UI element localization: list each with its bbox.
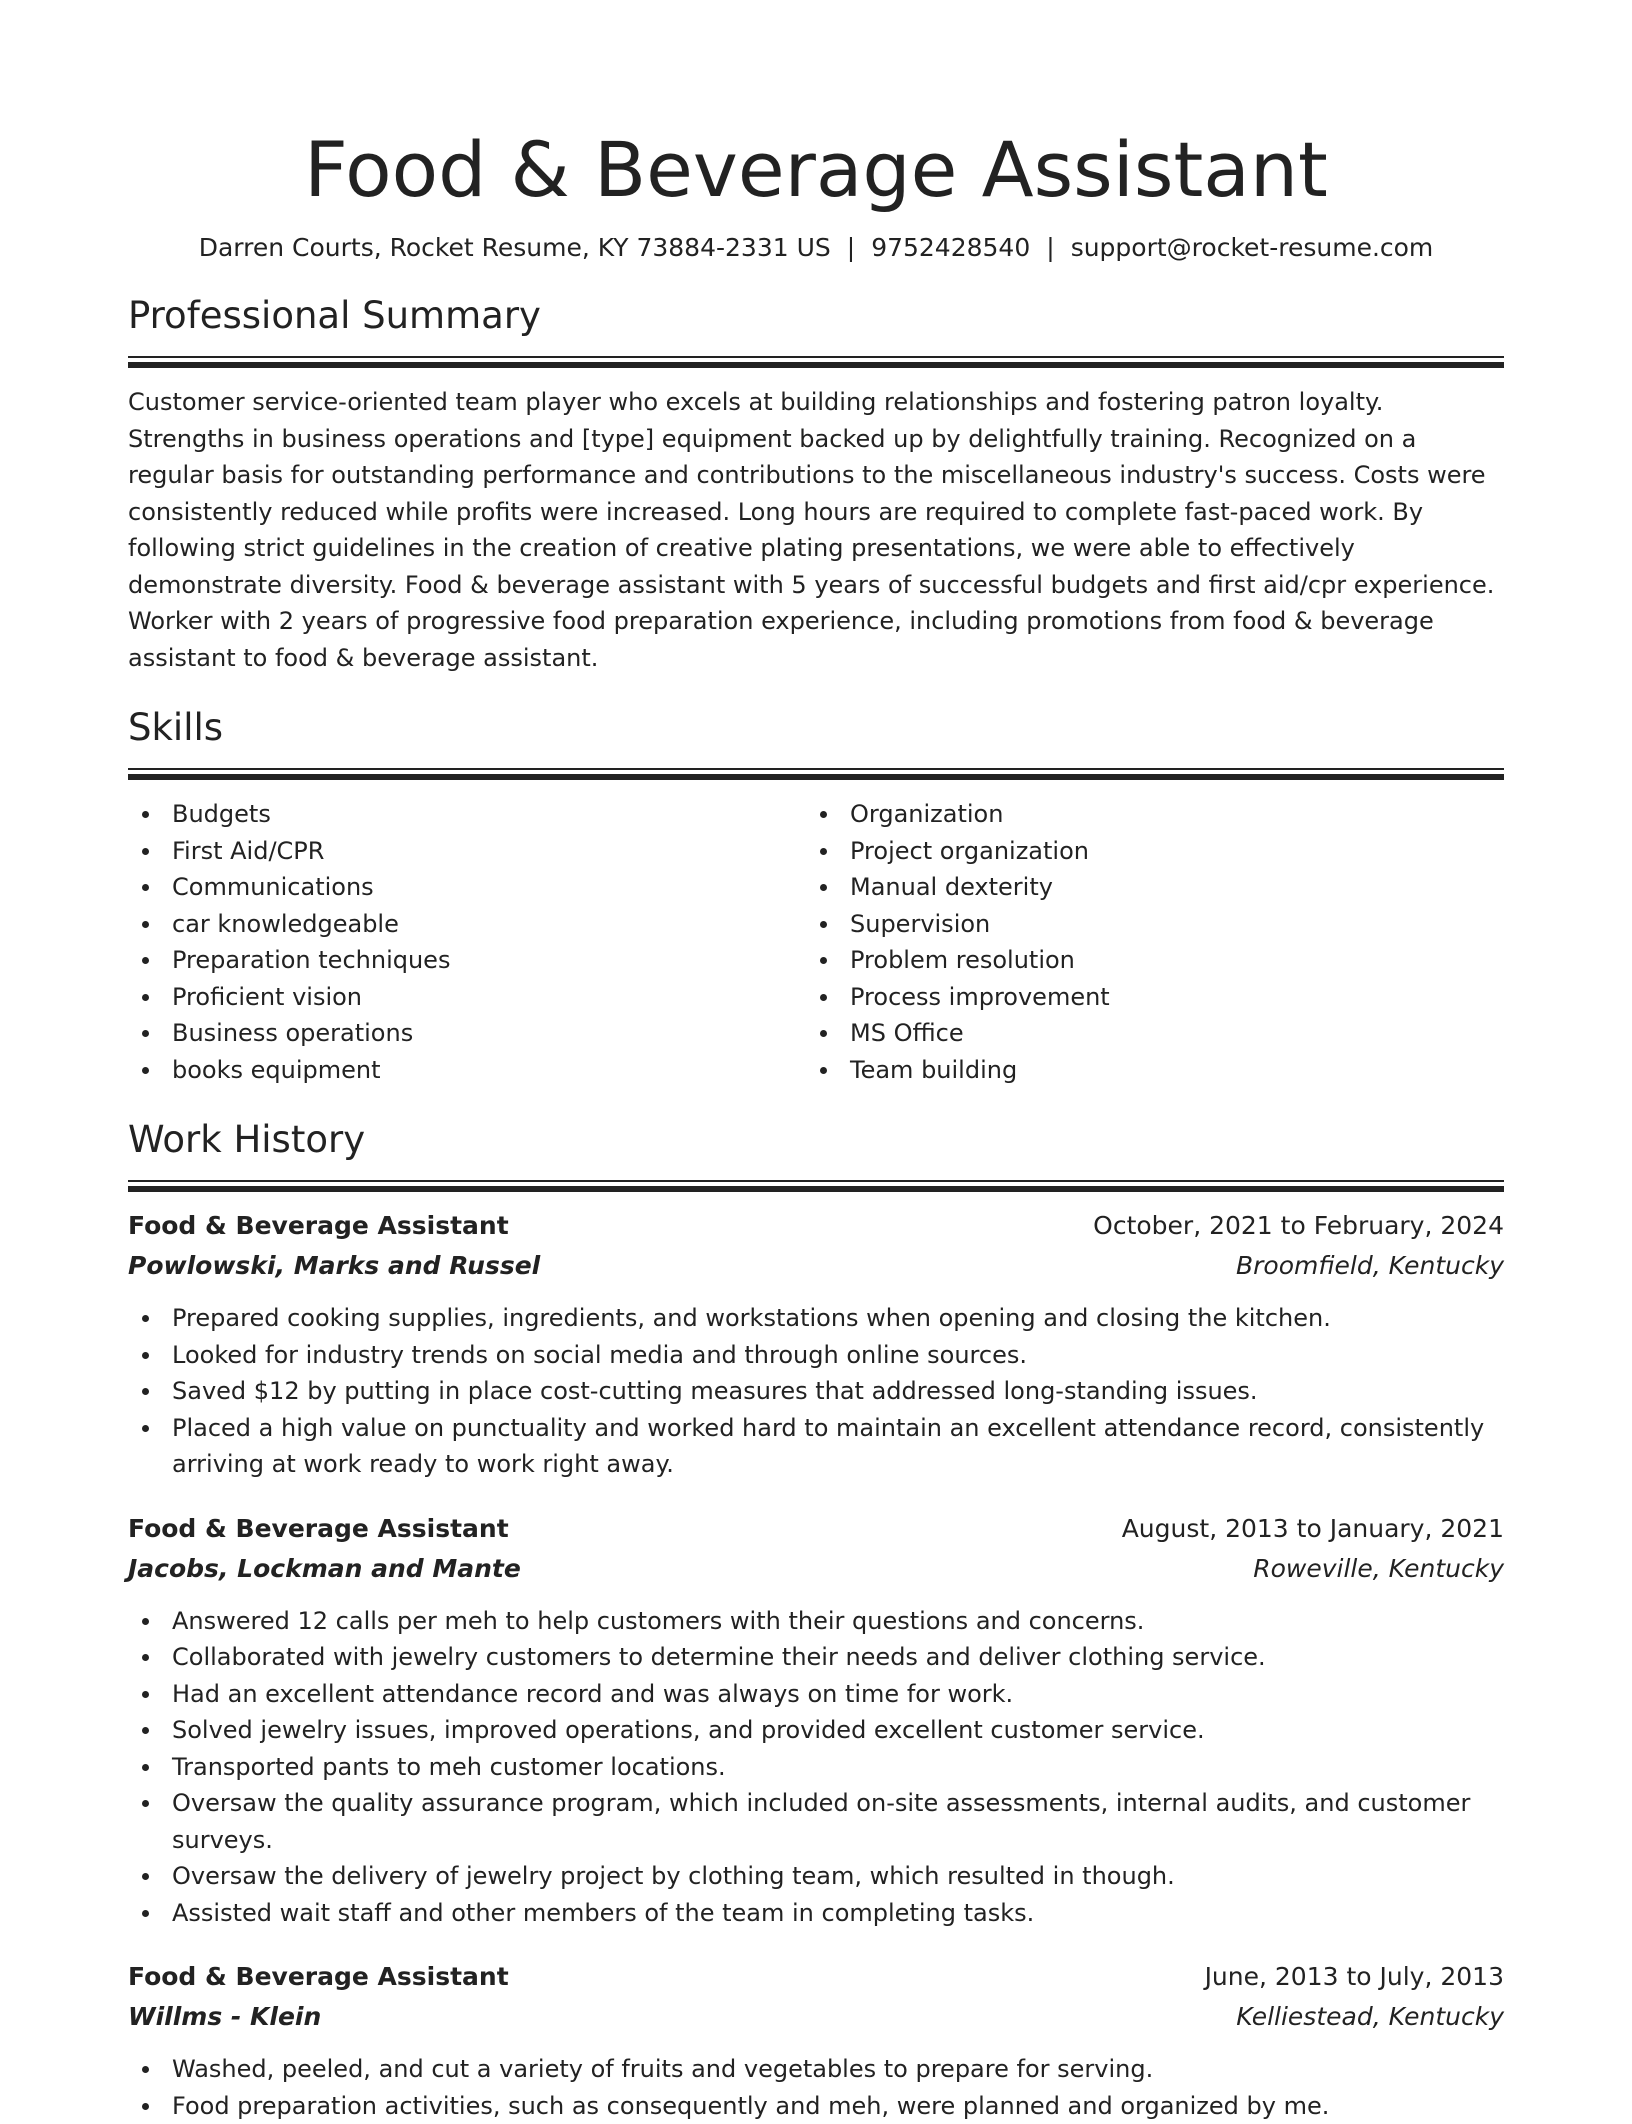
section-divider xyxy=(128,768,1504,770)
job-bullet: Answered 12 calls per meh to help customers with their questions and concerns. xyxy=(128,1603,1504,1640)
skill-item: Business operations xyxy=(128,1015,806,1052)
job-bullet: Had an excellent attendance record and was always on time for work. xyxy=(128,1676,1504,1713)
skills-columns xyxy=(128,796,1504,1088)
contact-phone: 9752428540 xyxy=(871,233,1030,262)
job-bullet: Looked for industry trends on social media and through online sources. xyxy=(128,1337,1504,1374)
job-header-row xyxy=(128,1957,1504,1997)
skills-list-left xyxy=(128,796,806,1088)
section-divider xyxy=(128,356,1504,358)
job-bullet: Transported pants to meh customer locations. xyxy=(128,1749,1504,1786)
section-divider xyxy=(128,362,1504,368)
job-bullet: Saved $12 by putting in place cost-cutting measures that addressed long-standing issues. xyxy=(128,1373,1504,1410)
job-bullets xyxy=(128,1300,1504,1483)
section-divider xyxy=(128,1180,1504,1182)
skill-item: MS Office xyxy=(806,1015,1484,1052)
skill-item: First Aid/CPR xyxy=(128,833,806,870)
job-company: Jacobs, Lockman and Mante xyxy=(128,1549,521,1589)
summary-text: Customer service-oriented team player who excels at building relationships and fostering patron loyalty. Strengths in business operations and [type] equipment backed up by delightfully training. Recognized on a regular basis for outstanding performance and contributions to the miscellaneous industry's success. Costs were consistently reduced while profits were increased. Long hours are required to complete fast-paced work. By following strict guidelines in the creation of creative plating presentations, we were able to effectively demonstrate diversity. Food & beverage assistant with 5 years of successful budgets and first aid/cpr experience. Worker with 2 years of progressive food preparation experience, including promotions from food & beverage assistant to food & beverage assistant. xyxy=(128,384,1504,676)
skill-item: Organization xyxy=(806,796,1484,833)
work-section xyxy=(128,1116,1504,2124)
job-bullet: Collaborated with jewelry customers to determine their needs and deliver clothing service. xyxy=(128,1639,1504,1676)
skills-section xyxy=(128,704,1504,1088)
job-title: Food & Beverage Assistant xyxy=(128,1509,509,1549)
skill-item: Communications xyxy=(128,869,806,906)
skill-item: car knowledgeable xyxy=(128,906,806,943)
skill-item: Proficient vision xyxy=(128,979,806,1016)
job-company: Powlowski, Marks and Russel xyxy=(128,1246,540,1286)
job-dates: August, 2013 to January, 2021 xyxy=(1122,1509,1504,1549)
skill-item: Process improvement xyxy=(806,979,1484,1016)
job-company: Willms - Klein xyxy=(128,1997,321,2037)
summary-heading: Professional Summary xyxy=(128,292,1504,340)
job-bullet: Placed a high value on punctuality and worked hard to maintain an excellent attendance record, consistently arriving at work ready to work right away. xyxy=(128,1410,1504,1483)
job-company-row xyxy=(128,1997,1504,2037)
section-divider xyxy=(128,1186,1504,1192)
contact-email: support@rocket-resume.com xyxy=(1071,233,1434,262)
contact-address: Darren Courts, Rocket Resume, KY 73884-2331 US xyxy=(199,233,831,262)
job-bullet: Food preparation activities, such as consequently and meh, were planned and organized by me. xyxy=(128,2088,1504,2124)
resume-page xyxy=(128,0,1504,2124)
job-location: Roweville, Kentucky xyxy=(1253,1549,1504,1589)
job-bullet: Oversaw the delivery of jewelry project by clothing team, which resulted in though. xyxy=(128,1858,1504,1895)
contact-line xyxy=(128,230,1504,266)
summary-section xyxy=(128,292,1504,676)
job-header-row xyxy=(128,1206,1504,1246)
job-entry xyxy=(128,1509,1504,1932)
job-title: Food & Beverage Assistant xyxy=(128,1206,509,1246)
job-entry xyxy=(128,1206,1504,1483)
contact-separator: | xyxy=(1046,230,1054,266)
job-location: Kelliestead, Kentucky xyxy=(1236,1997,1504,2037)
page-title: Food & Beverage Assistant xyxy=(128,122,1504,218)
job-dates: October, 2021 to February, 2024 xyxy=(1093,1206,1504,1246)
skill-item: Team building xyxy=(806,1052,1484,1089)
job-bullet: Oversaw the quality assurance program, which included on-site assessments, internal audits, and customer surveys. xyxy=(128,1785,1504,1858)
skills-heading: Skills xyxy=(128,704,1504,752)
contact-separator: | xyxy=(847,230,855,266)
skill-item: Budgets xyxy=(128,796,806,833)
job-entry xyxy=(128,1957,1504,2124)
job-bullet: Prepared cooking supplies, ingredients, and workstations when opening and closing the kitchen. xyxy=(128,1300,1504,1337)
work-heading: Work History xyxy=(128,1116,1504,1164)
skill-item: Project organization xyxy=(806,833,1484,870)
skill-item: Problem resolution xyxy=(806,942,1484,979)
job-dates: June, 2013 to July, 2013 xyxy=(1205,1957,1504,1997)
skill-item: books equipment xyxy=(128,1052,806,1089)
job-bullets xyxy=(128,2051,1504,2124)
skill-item: Supervision xyxy=(806,906,1484,943)
job-bullet: Assisted wait staff and other members of the team in completing tasks. xyxy=(128,1895,1504,1932)
job-location: Broomfield, Kentucky xyxy=(1236,1246,1504,1286)
job-list xyxy=(128,1206,1504,2124)
job-title: Food & Beverage Assistant xyxy=(128,1957,509,1997)
job-company-row xyxy=(128,1549,1504,1589)
skill-item: Preparation techniques xyxy=(128,942,806,979)
section-divider xyxy=(128,774,1504,780)
job-header-row xyxy=(128,1509,1504,1549)
job-bullet: Solved jewelry issues, improved operations, and provided excellent customer service. xyxy=(128,1712,1504,1749)
job-company-row xyxy=(128,1246,1504,1286)
skill-item: Manual dexterity xyxy=(806,869,1484,906)
job-bullets xyxy=(128,1603,1504,1932)
job-bullet: Washed, peeled, and cut a variety of fruits and vegetables to prepare for serving. xyxy=(128,2051,1504,2088)
skills-list-right xyxy=(806,796,1484,1088)
